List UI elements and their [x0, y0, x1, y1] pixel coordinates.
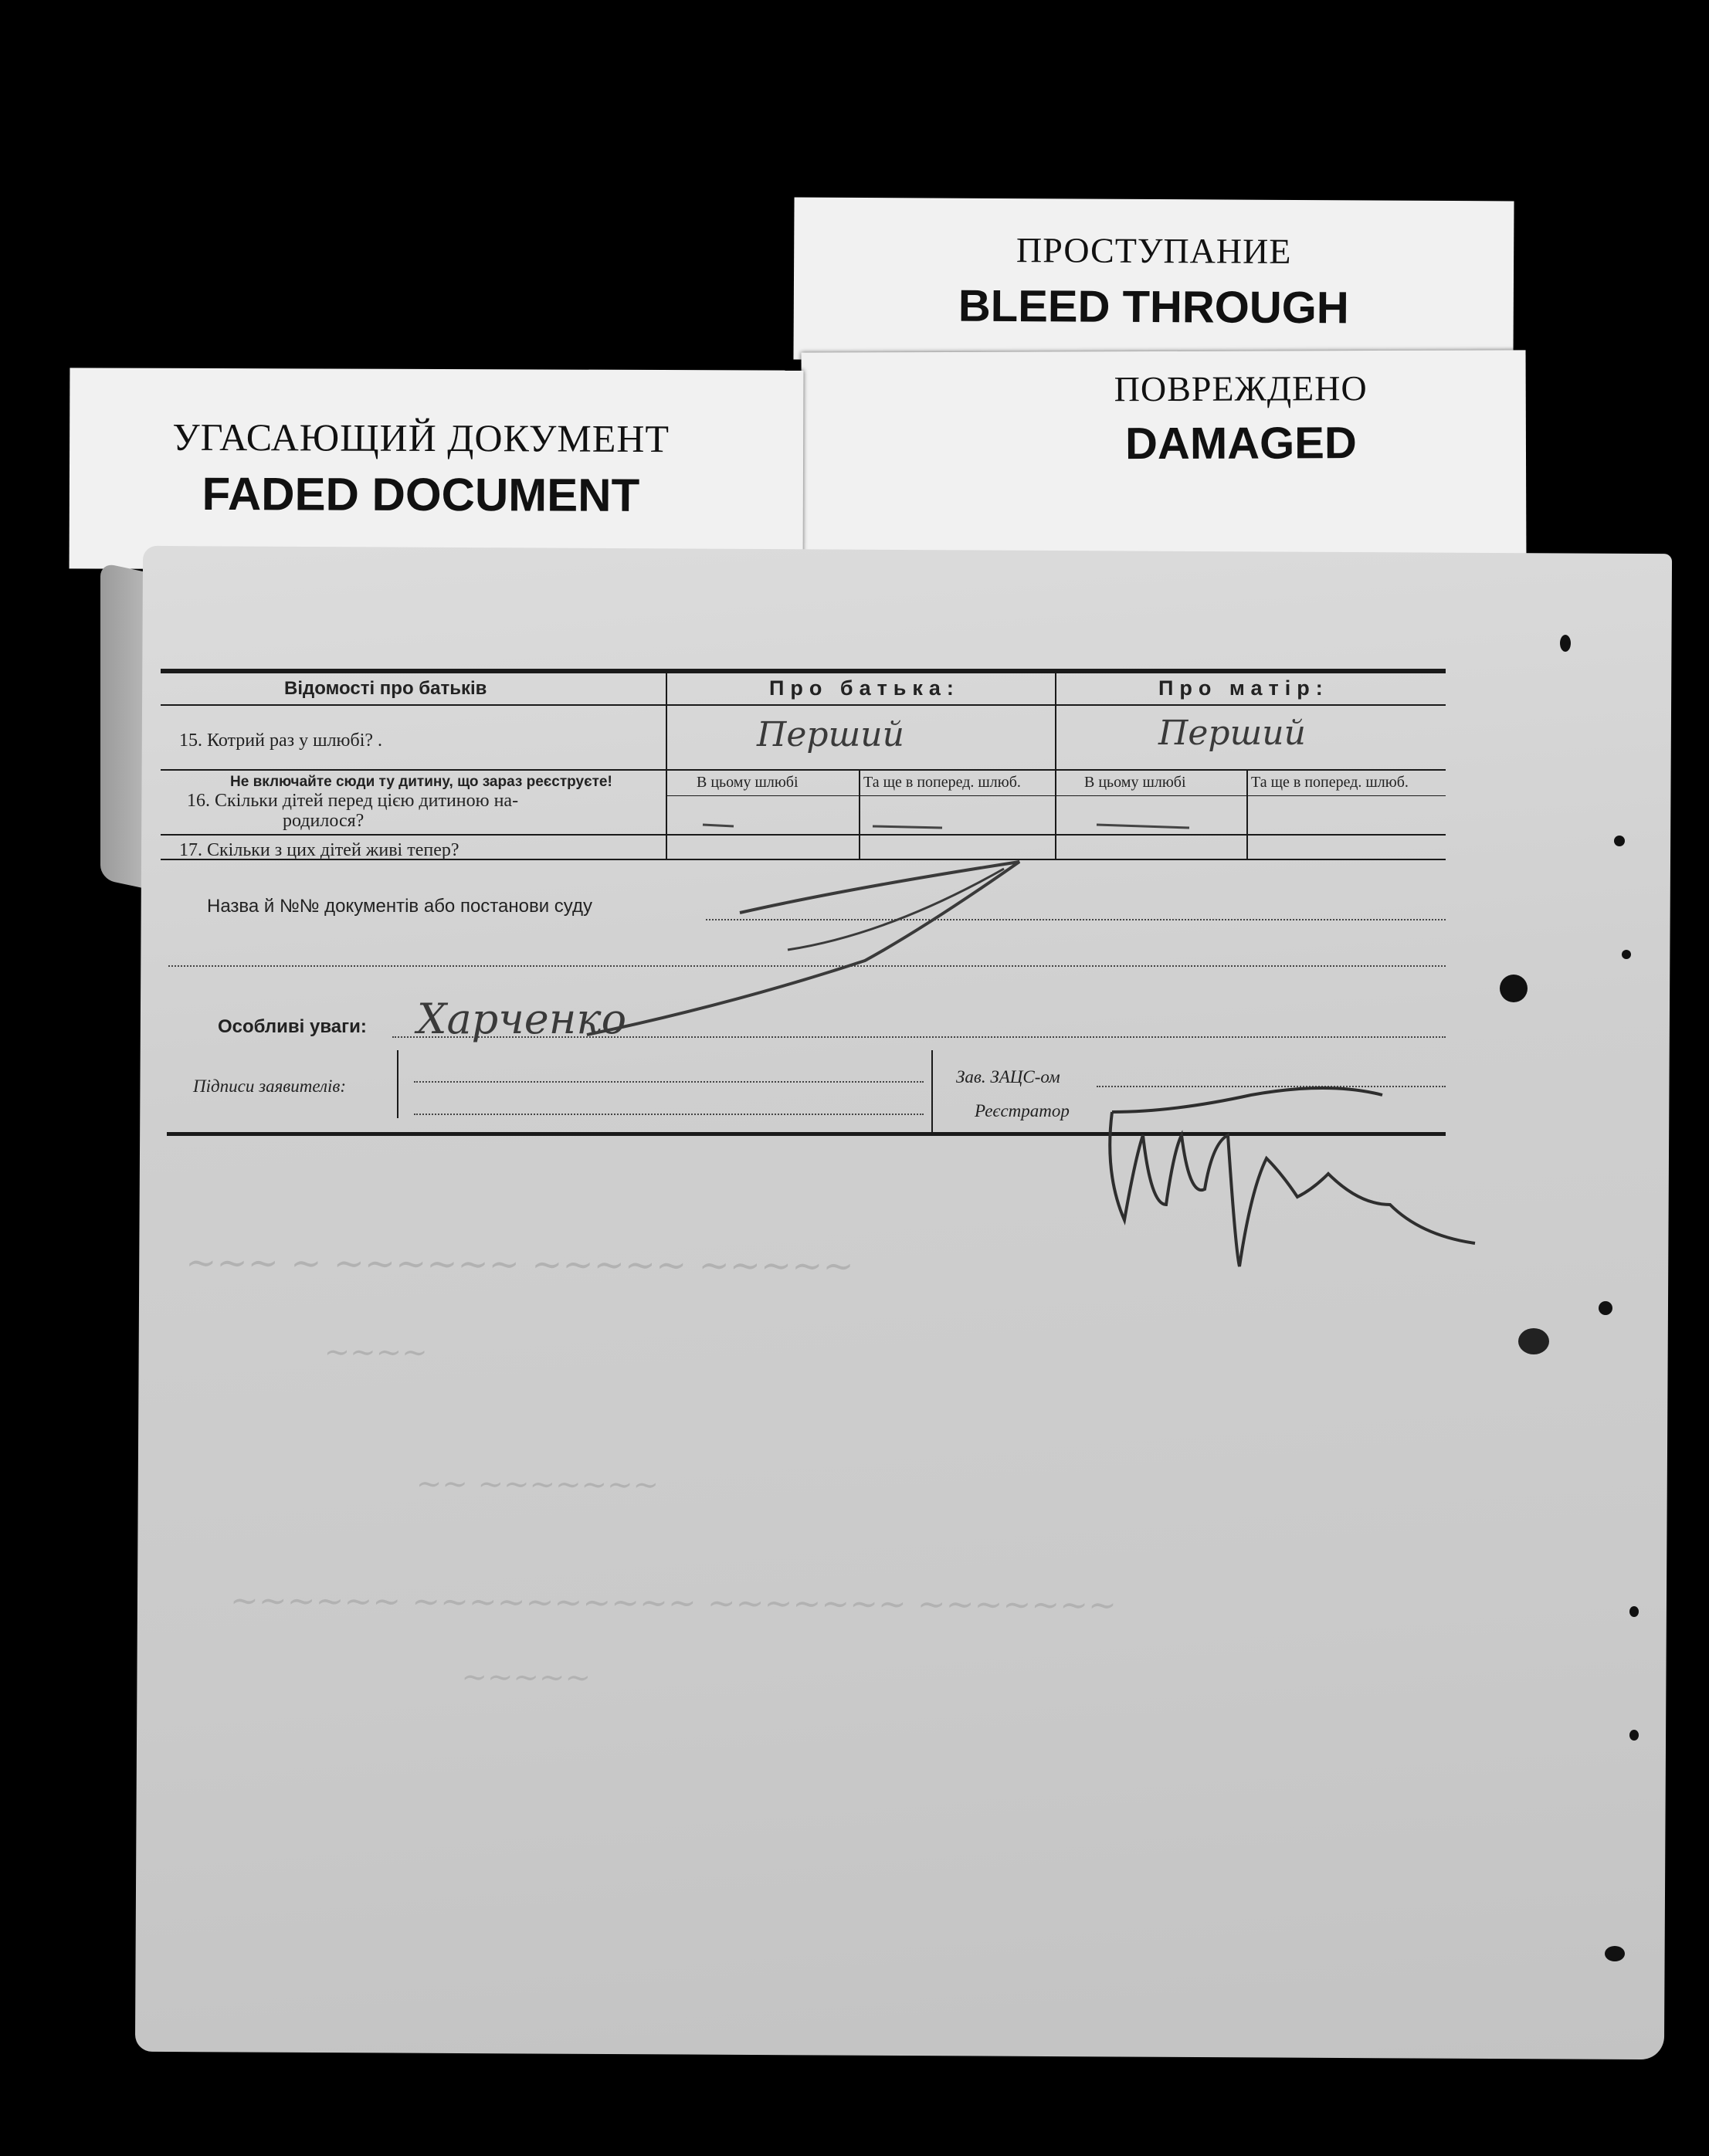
registrar-signature [1110, 1088, 1475, 1266]
faded-document-ru: УГАСАЮЩИЙ ДОКУМЕНТ [172, 415, 670, 461]
row16-label-b: родилося? [283, 811, 365, 831]
header-about-father: Про батька: [769, 676, 960, 700]
row15-mother-value: Перший [1158, 714, 1306, 753]
father-previous-marriage: Та ще в попеpед. шлюб. [863, 774, 1021, 791]
remarks-label: Особливі уваги: [218, 1016, 367, 1037]
bleed-through-ghost: ~~~~~ [461, 1659, 592, 1696]
documents-label: Назва й №№ документів або постанови суду [207, 896, 592, 917]
signatures-label: Підписи заявителів: [193, 1076, 347, 1096]
bleed-through-ghost: ~~~~ [324, 1334, 428, 1371]
header-about-mother: Про матір: [1158, 676, 1329, 700]
mother-count-dash [1097, 825, 1189, 828]
father-count-dash [703, 825, 734, 826]
damaged-ru: ПОВРЕЖДЕНО [1114, 368, 1368, 409]
bleed-through-ghost: ~~~~~~ ~~~~~~~~~~ ~~~~~~~ ~~~~~~~ [229, 1581, 1117, 1625]
bleed-through-ru: ПРОСТУПАНИЕ [1016, 230, 1292, 271]
row15-father-value: Перший [757, 715, 904, 754]
mother-current-marriage: В цьому шлюбі [1084, 774, 1186, 791]
row17-label: 17. Скільки з цих дітей живі тепер? [179, 840, 459, 860]
bleed-through-ghost: ~~~ ~ ~~~~~~ ~~~~~ ~~~~~ [185, 1241, 854, 1288]
row16-note: Не включайте сюди ту дитину, що зараз реєструєте! [230, 774, 612, 790]
row16-label-a: 16. Скільки дітей перед цією дитиною на- [187, 791, 519, 811]
faded-document-en: FADED DOCUMENT [202, 467, 640, 521]
damaged-en: DAMAGED [1124, 418, 1357, 470]
father-prev-dash [873, 826, 942, 828]
header-parents-info: Відомості про батьків [284, 678, 487, 699]
bleed-through-ghost: ~~ ~~~~~~~ [415, 1466, 660, 1503]
father-current-marriage: В цьому шлюбі [697, 774, 799, 791]
mother-previous-marriage: Та ще в попеpед. шлюб. [1251, 774, 1409, 791]
bleed-through-en: BLEED THROUGH [958, 280, 1349, 334]
registrar-label: Реєстратор [975, 1101, 1070, 1120]
row15-label: 15. Котрий раз у шлюбі? . [179, 731, 383, 751]
head-zags-label: Зав. ЗАЦС-ом [956, 1067, 1060, 1086]
remarks-value: Харченко [417, 995, 627, 1043]
